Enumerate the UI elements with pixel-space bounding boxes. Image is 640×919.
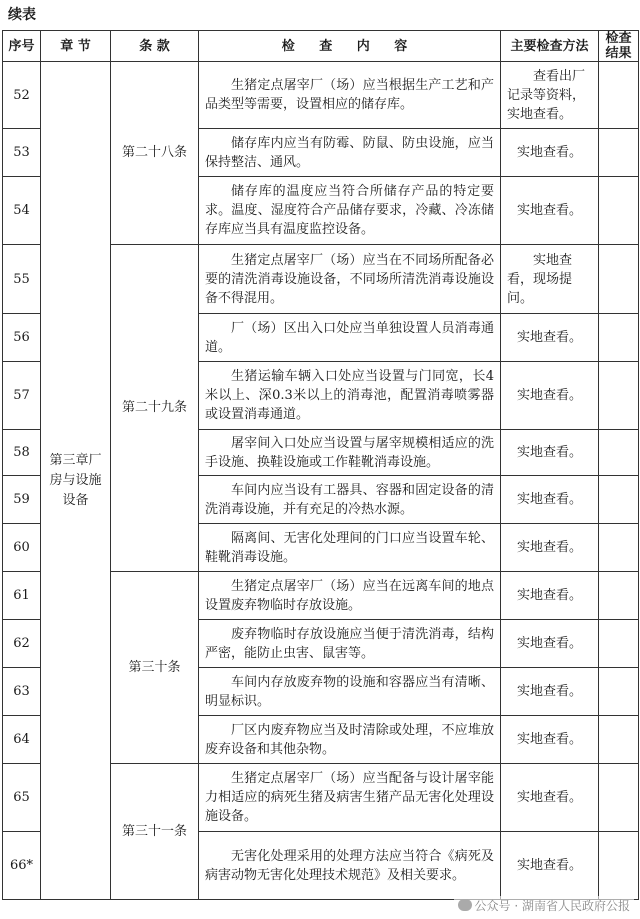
result-cell (599, 430, 639, 476)
method-cell: 实地查看。 (501, 129, 599, 177)
header-chapter: 章 节 (41, 31, 111, 62)
result-cell (599, 62, 639, 129)
table-caption: 续表 (8, 7, 36, 23)
row-number: 53 (3, 129, 41, 177)
row-number: 64 (3, 716, 41, 764)
content-cell: 车间内存放废弃物的设施和容器应当有清晰、明显标识。 (199, 668, 501, 716)
result-cell (599, 668, 639, 716)
method-cell: 实地查看，现场提问。 (501, 245, 599, 314)
content-cell: 生猪运输车辆入口处应当设置与门同宽，长4米以上、深0.3米以上的消毒池，配置消毒喷雾器或设置消毒通道。 (199, 362, 501, 430)
row-number: 59 (3, 476, 41, 524)
content-cell: 无害化处理采用的处理方法应当符合《病死及病害动物无害化处理技术规范》及相关要求。 (199, 832, 501, 900)
method-cell: 实地查看。 (501, 832, 599, 900)
method-cell: 实地查看。 (501, 430, 599, 476)
row-number: 62 (3, 620, 41, 668)
method-cell: 实地查看。 (501, 572, 599, 620)
chapter-label: 第三章厂房与设施设备 (49, 452, 102, 508)
method-cell: 实地查看。 (501, 620, 599, 668)
result-cell (599, 716, 639, 764)
method-cell: 实地查看。 (501, 668, 599, 716)
result-cell (599, 362, 639, 430)
header-method: 主要检查方法 (501, 31, 599, 62)
content-cell: 隔离间、无害化处理间的门口应当设置车轮、鞋靴消毒设施。 (199, 524, 501, 572)
row-number: 56 (3, 314, 41, 362)
content-cell: 生猪定点屠宰厂（场）应当在远离车间的地点设置废弃物临时存放设施。 (199, 572, 501, 620)
method-cell: 实地查看。 (501, 716, 599, 764)
method-cell: 实地查看。 (501, 362, 599, 430)
result-cell (599, 314, 639, 362)
result-cell (599, 620, 639, 668)
row-number: 52 (3, 62, 41, 129)
content-cell: 生猪定点屠宰厂（场）应当在不同场所配备必要的清洗消毒设施设备，不同场所清洗消毒设施设备不得混用。 (199, 245, 501, 314)
row-number: 65 (3, 764, 41, 832)
result-cell (599, 245, 639, 314)
row-number: 57 (3, 362, 41, 430)
row-number: 66* (3, 832, 41, 900)
watermark-text: 公众号 · 湖南省人民政府公报 (474, 899, 630, 913)
chapter-cell (41, 62, 111, 900)
content-cell: 储存库的温度应当符合所储存产品的特定要求。温度、湿度符合产品储存要求，冷藏、冷冻储存库应当具有温度监控设备。 (199, 177, 501, 245)
content-cell: 车间内应当设有工器具、容器和固定设备的清洗消毒设施，并有充足的冷热水源。 (199, 476, 501, 524)
clause-cell: 第二十九条 (111, 245, 199, 572)
row-number: 54 (3, 177, 41, 245)
row-number: 60 (3, 524, 41, 572)
content-cell: 生猪定点屠宰厂（场）应当配备与设计屠宰能力相适应的病死生猪及病害生猪产品无害化处理设施设备。 (199, 764, 501, 832)
row-number: 55 (3, 245, 41, 314)
content-cell: 废弃物临时存放设施应当便于清洗消毒，结构严密，能防止虫害、鼠害等。 (199, 620, 501, 668)
content-cell: 储存库内应当有防霉、防鼠、防虫设施，应当保持整洁、通风。 (199, 129, 501, 177)
row-number: 61 (3, 572, 41, 620)
result-cell (599, 764, 639, 832)
clause-cell: 第二十八条 (111, 62, 199, 245)
wechat-icon (458, 899, 472, 911)
header-result: 检查结果 (599, 31, 639, 62)
result-cell (599, 177, 639, 245)
content-cell: 厂（场）区出入口处应当单独设置人员消毒通道。 (199, 314, 501, 362)
method-cell: 实地查看。 (501, 764, 599, 832)
clause-cell: 第三十条 (111, 572, 199, 764)
header-content: 检 查 内 容 (199, 31, 501, 62)
method-cell: 实地查看。 (501, 314, 599, 362)
method-cell: 实地查看。 (501, 524, 599, 572)
watermark (454, 896, 634, 915)
result-cell (599, 572, 639, 620)
clause-cell: 第三十一条 (111, 764, 199, 900)
result-cell (599, 476, 639, 524)
content-cell: 生猪定点屠宰厂（场）应当根据生产工艺和产品类型等需要，设置相应的储存库。 (199, 62, 501, 129)
result-cell (599, 832, 639, 900)
inspection-table (2, 30, 639, 900)
header-seq: 序号 (3, 31, 41, 62)
header-clause: 条 款 (111, 31, 199, 62)
table-header-row (3, 31, 639, 62)
result-cell (599, 524, 639, 572)
method-cell: 实地查看。 (501, 177, 599, 245)
table-row (3, 62, 639, 129)
row-number: 58 (3, 430, 41, 476)
content-cell: 屠宰间入口处应当设置与屠宰规模相适应的洗手设施、换鞋设施或工作鞋靴消毒设施。 (199, 430, 501, 476)
row-number: 63 (3, 668, 41, 716)
content-cell: 厂区内废弃物应当及时清除或处理，不应堆放废弃设备和其他杂物。 (199, 716, 501, 764)
method-cell: 查看出厂记录等资料，实地查看。 (501, 62, 599, 129)
method-cell: 实地查看。 (501, 476, 599, 524)
result-cell (599, 129, 639, 177)
